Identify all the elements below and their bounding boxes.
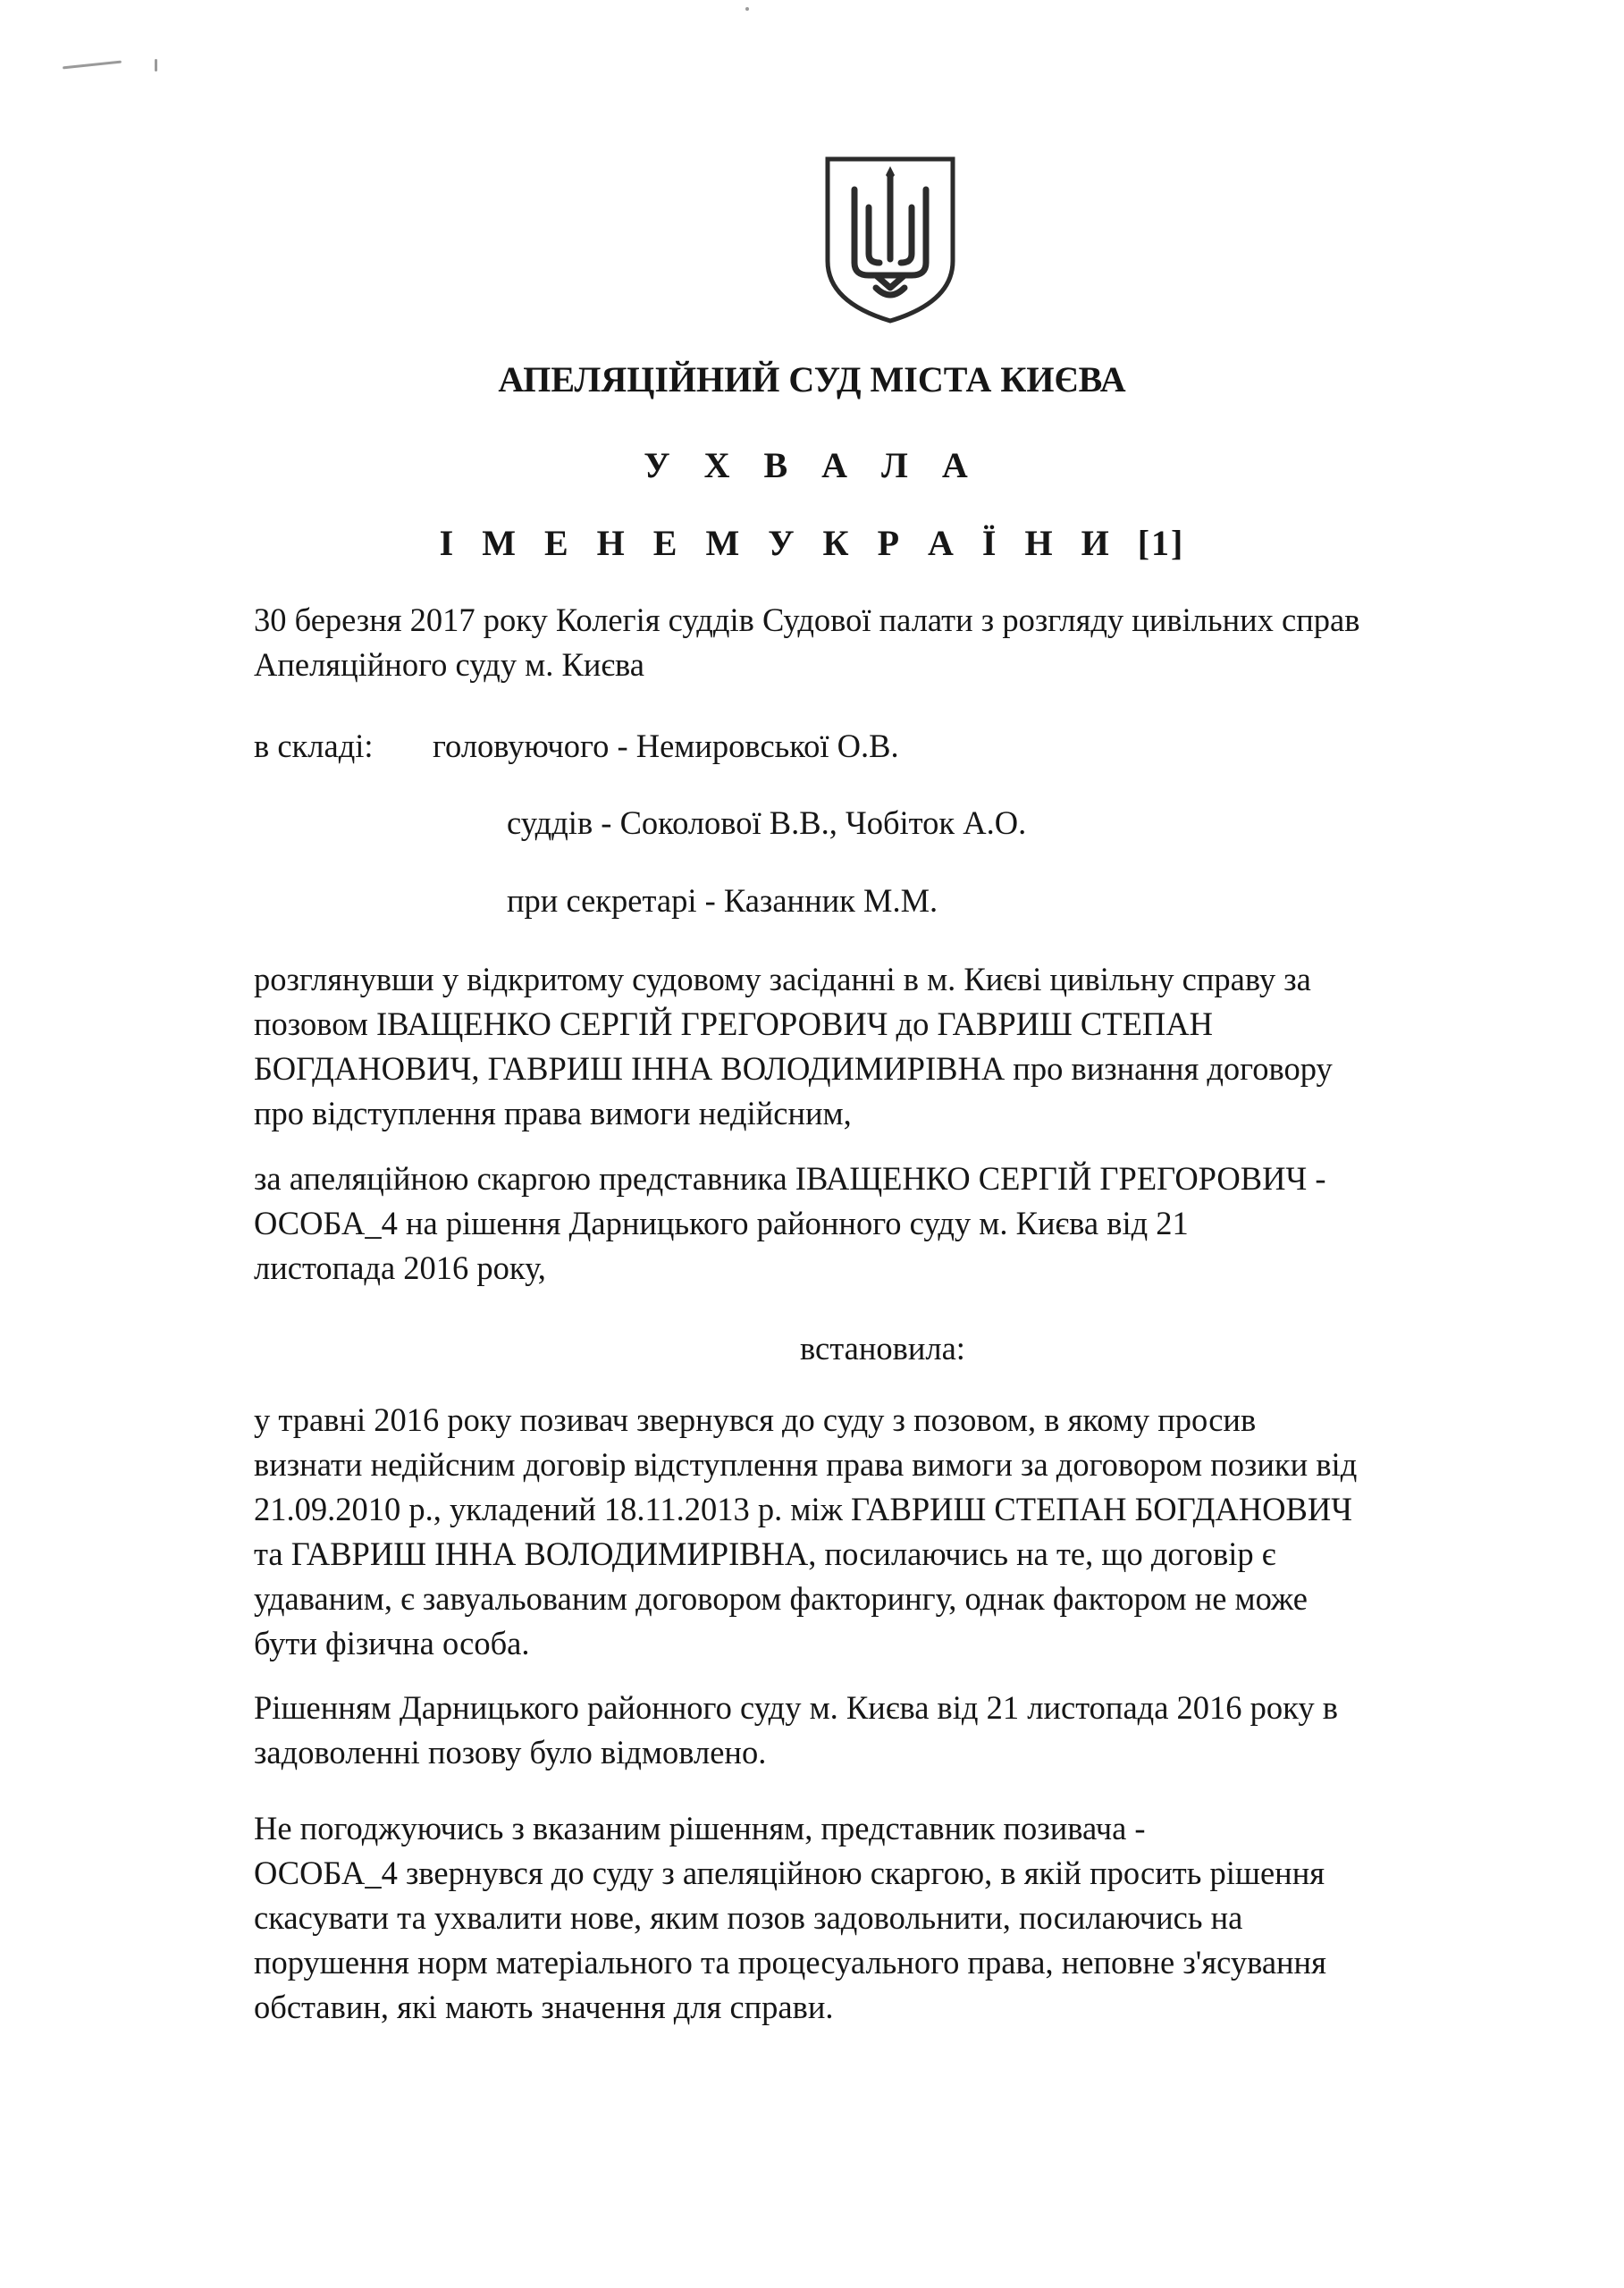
established-heading: встановила: bbox=[800, 1330, 965, 1367]
footnote-reference: [1] bbox=[1137, 523, 1185, 563]
composition-label: в складі: bbox=[254, 728, 374, 764]
presiding-judge: головуючого - Немировської О.В. bbox=[433, 728, 899, 764]
paragraph-line: порушення норм матеріального та процесуального права, неповне з'ясування bbox=[254, 1944, 1326, 1981]
scan-artifact bbox=[745, 7, 749, 11]
paragraph-line: позовом ІВАЩЕНКО СЕРГІЙ ГРЕГОРОВИЧ до ГАВРИШ СТЕПАН bbox=[254, 1005, 1213, 1042]
intro-paragraph bbox=[254, 598, 1359, 687]
paragraph-line: Рішенням Дарницького районного суду м. Києва від 21 листопада 2016 року в bbox=[254, 1689, 1339, 1726]
paragraph-line: обставин, які мають значення для справи. bbox=[254, 1989, 834, 2025]
paragraph-line: про відступлення права вимоги недійсним, bbox=[254, 1095, 852, 1131]
paragraph-line: бути фізична особа. bbox=[254, 1625, 530, 1661]
paragraph-line: визнати недійсним договір відступлення права вимоги за договором позики від bbox=[254, 1446, 1358, 1483]
paragraph-line: Апеляційного суду м. Києва bbox=[254, 646, 644, 683]
paragraph-line: БОГДАНОВИЧ, ГАВРИШ ІННА ВОЛОДИМИРІВНА про визнання договору bbox=[254, 1050, 1333, 1087]
claim-paragraph bbox=[254, 1398, 1357, 1666]
decision-paragraph bbox=[254, 1686, 1338, 1775]
coat-of-arms-trident-icon bbox=[822, 154, 958, 325]
paragraph-line: скасувати та ухвалити нове, яким позов задовольнити, посилаючись на bbox=[254, 1899, 1243, 1936]
paragraph-line: 21.09.2010 р., укладений 18.11.2013 р. між ГАВРИШ СТЕПАН БОГДАНОВИЧ bbox=[254, 1491, 1352, 1527]
considered-paragraph bbox=[254, 957, 1333, 1136]
paragraph-line: та ГАВРИШ ІННА ВОЛОДИМИРІВНА, посилаючись на те, що договір є bbox=[254, 1535, 1276, 1572]
document-type: У Х В А Л А bbox=[644, 445, 980, 485]
in-the-name-heading bbox=[0, 522, 1624, 564]
paragraph-line: за апеляційною скаргою представника ІВАЩЕНКО СЕРГІЙ ГРЕГОРОВИЧ - bbox=[254, 1160, 1326, 1197]
scan-artifact bbox=[155, 59, 157, 72]
paragraph-line: 30 березня 2017 року Колегія суддів Судової палати з розгляду цивільних справ bbox=[254, 601, 1360, 638]
paragraph-line: удаваним, є завуальованим договором факторингу, однак фактором не може bbox=[254, 1580, 1308, 1617]
paragraph-line: ОСОБА_4 на рішення Дарницького районного суду м. Києва від 21 bbox=[254, 1205, 1189, 1241]
court-secretary: при секретарі - Казанник М.М. bbox=[507, 882, 938, 919]
court-name: АПЕЛЯЦІЙНИЙ СУД МІСТА КИЄВА bbox=[498, 359, 1126, 400]
paragraph-line: ОСОБА_4 звернувся до суду з апеляційною скаргою, в якій просить рішення bbox=[254, 1855, 1325, 1891]
disagreement-paragraph bbox=[254, 1806, 1326, 2030]
paragraph-line: задоволенні позову було відмовлено. bbox=[254, 1734, 767, 1771]
paragraph-line: розглянувши у відкритому судовому засіданні в м. Києві цивільну справу за bbox=[254, 961, 1311, 997]
paragraph-line: у травні 2016 року позивач звернувся до суду з позовом, в якому просив bbox=[254, 1401, 1257, 1438]
panel-judges: суддів - Соколової В.В., Чобіток А.О. bbox=[507, 804, 1027, 841]
paragraph-line: листопада 2016 року, bbox=[254, 1249, 546, 1286]
appeal-paragraph bbox=[254, 1157, 1326, 1291]
scan-artifact bbox=[63, 61, 122, 70]
paragraph-line: Не погоджуючись з вказаним рішенням, представник позивача - bbox=[254, 1810, 1146, 1846]
in-the-name-text: І М Е Н Е М У К Р А Ї Н И bbox=[439, 523, 1119, 563]
